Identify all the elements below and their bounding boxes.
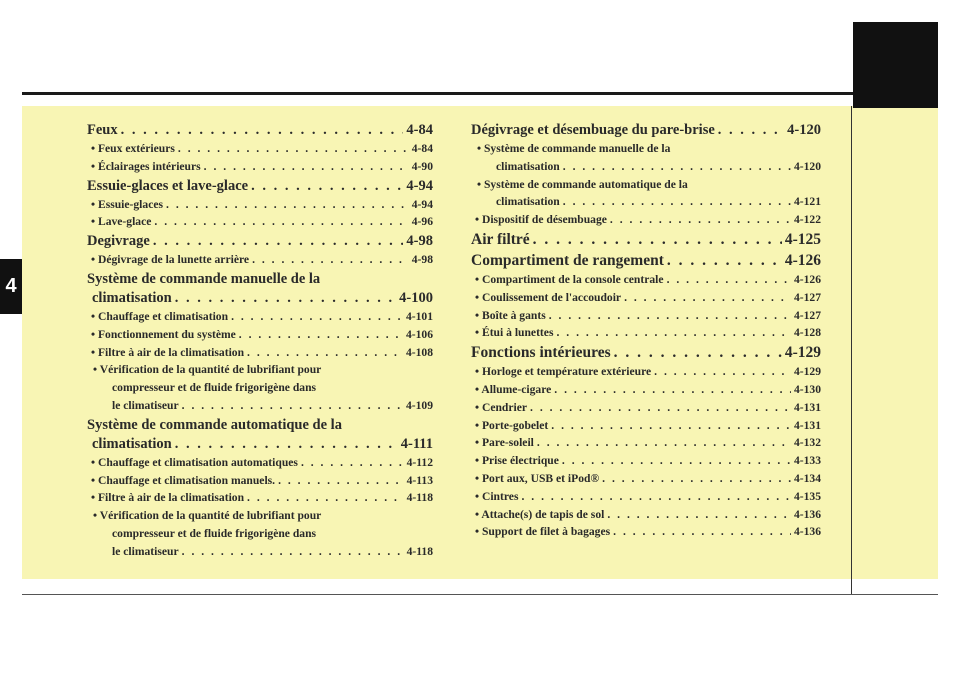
toc-entry[interactable]: [471, 273, 821, 291]
toc-entry[interactable]: [87, 399, 433, 417]
toc-section[interactable]: [87, 178, 433, 198]
toc-entry-label: • Filtre à air de la climatisation: [91, 345, 245, 359]
toc-page-number: 4-132: [793, 436, 821, 450]
toc-page-number: 4-131: [793, 400, 821, 414]
toc-page-number: 4-134: [793, 471, 821, 485]
toc-entry-line: • Système de commande manuelle de la: [477, 142, 671, 155]
toc-entry-label: • Port aux, USB et iPod®: [475, 471, 600, 485]
toc-entry[interactable]: [471, 309, 821, 327]
toc-entry[interactable]: [87, 215, 433, 233]
toc-entry-label: • Filtre à air de la climatisation: [91, 491, 245, 505]
toc-entry-label: • Fonctionnement du système: [91, 327, 236, 341]
toc-page-number: 4-130: [793, 382, 821, 396]
toc-entry-label: • Cintres: [475, 489, 519, 503]
toc-entry-label: • Porte-gobelet: [475, 418, 549, 432]
toc-section-title-line: Système de commande manuelle de la: [87, 270, 321, 287]
toc-entry[interactable]: [87, 491, 433, 509]
toc-entry[interactable]: [87, 310, 433, 328]
toc-section-title-line: Système de commande automatique de la: [87, 416, 342, 433]
toc-page-number: 4-126: [784, 251, 821, 269]
toc-section-title: Dégivrage et désembuage du pare-brise: [471, 122, 715, 138]
toc-page-number: 4-126: [793, 272, 821, 286]
toc-entry-label: • Chauffage et climatisation manuels.: [91, 473, 276, 487]
toc-page-number: 4-111: [400, 435, 433, 452]
toc-entry-label: • Attache(s) de tapis de sol: [475, 507, 605, 521]
chapter-tab: 4: [0, 259, 22, 314]
toc-page-number: 4-98: [406, 233, 433, 250]
toc-page-number: 4-133: [793, 454, 821, 468]
toc-entry-label: • Support de filet à bagages: [475, 525, 611, 539]
toc-entry[interactable]: [471, 490, 821, 508]
toc-page-number: 4-131: [793, 418, 821, 432]
toc-entry[interactable]: [87, 160, 433, 178]
toc-section[interactable]: [471, 122, 821, 142]
toc-section-title: Essuie-glaces et lave-glace: [87, 177, 249, 194]
toc-section-title: Degivrage: [87, 233, 150, 250]
toc-entry-label: • Allume-cigare: [475, 382, 552, 396]
toc-page-number: 4-129: [793, 365, 821, 379]
corner-block: [853, 22, 938, 108]
toc-section[interactable]: [87, 436, 433, 456]
toc-entry-line: • Vérification de la quantité de lubrifiant pour: [93, 363, 322, 377]
toc-page-number: 4-90: [411, 159, 433, 173]
toc-page-number: 4-136: [793, 507, 821, 521]
toc-entry[interactable]: [87, 198, 433, 216]
toc-entry[interactable]: [471, 472, 821, 490]
toc-entry-label: • Boîte à gants: [475, 308, 546, 322]
toc-entry-line: • Système de commande automatique de la: [477, 177, 688, 191]
toc-entry[interactable]: [471, 365, 821, 383]
toc-entry[interactable]: [87, 253, 433, 271]
toc-entry-label: • Coulissement de l'accoudoir: [475, 290, 622, 304]
toc-entry-label: le climatiseur: [112, 544, 179, 558]
toc-entry[interactable]: [87, 474, 433, 492]
toc-entry-line: compresseur et de fluide frigorigène dans: [112, 381, 317, 395]
toc-section[interactable]: [471, 252, 821, 273]
toc-page-number: 4-108: [405, 345, 433, 359]
toc-page-number: 4-84: [411, 142, 433, 155]
top-rule: [22, 92, 938, 95]
toc-entry-label: • Pare-soleil: [475, 436, 534, 450]
bottom-rule: [22, 594, 938, 595]
toc-section[interactable]: [87, 122, 433, 142]
margin-vertical-rule: [851, 106, 852, 594]
toc-entry-label: • Prise électrique: [475, 454, 559, 468]
toc-entry[interactable]: [471, 291, 821, 309]
toc-entry[interactable]: [87, 456, 433, 474]
toc-entry[interactable]: [471, 160, 821, 178]
toc-entry[interactable]: [87, 545, 433, 563]
toc-section[interactable]: [471, 231, 821, 252]
toc-left-column: [87, 122, 433, 563]
toc-entry-label: • Horloge et température extérieure: [475, 365, 652, 379]
toc-section[interactable]: [471, 344, 821, 365]
toc-entry-label: climatisation: [496, 195, 560, 209]
toc-entry-label: • Dégivrage de la lunette arrière: [91, 253, 250, 267]
toc-entry-label: • Essuie-glaces: [91, 197, 164, 211]
toc-page-number: 4-96: [411, 215, 433, 229]
toc-page-number: 4-84: [406, 122, 433, 138]
toc-entry-label: • Lave-glace: [91, 215, 152, 229]
toc-entry[interactable]: [87, 346, 433, 364]
toc-entry-label: • Cendrier: [475, 400, 528, 414]
toc-entry[interactable]: [471, 401, 821, 419]
toc-entry-label: • Compartiment de la console centrale: [475, 272, 664, 286]
toc-entry[interactable]: [471, 419, 821, 437]
toc-section-title: Air filtré: [471, 230, 530, 248]
toc-entry[interactable]: [471, 508, 821, 526]
toc-section[interactable]: [87, 290, 433, 310]
toc-section-title: climatisation: [92, 435, 172, 452]
toc-page-number: 4-94: [406, 177, 433, 194]
toc-section-title: Feux: [87, 122, 118, 138]
toc-page-number: 4-100: [399, 289, 433, 306]
toc-page-number: 4-122: [793, 213, 821, 227]
toc-page-number: 4-118: [406, 544, 433, 558]
toc-entry-label: • Dispositif de désembuage: [475, 213, 607, 227]
toc-section-title: climatisation: [92, 289, 172, 306]
toc-entry[interactable]: [471, 525, 821, 543]
toc-entry-label: • Chauffage et climatisation: [91, 309, 229, 323]
toc-section-title: Compartiment de rangement: [471, 251, 664, 269]
toc-page-number: 4-118: [406, 491, 433, 505]
toc-page-number: 4-98: [411, 253, 433, 267]
toc-entry[interactable]: [87, 142, 433, 160]
toc-page-number: 4-94: [411, 197, 433, 211]
toc-section-title: Fonctions intérieures: [471, 344, 611, 362]
toc-entry-label: • Étui à lunettes: [475, 326, 554, 340]
toc-entry-label: • Éclairages intérieurs: [91, 159, 201, 173]
toc-entry[interactable]: [471, 454, 821, 472]
toc-page-number: 4-106: [405, 327, 433, 341]
toc-page-number: 4-136: [793, 525, 821, 539]
toc-page-number: 4-125: [784, 230, 821, 248]
toc-entry-line: • Vérification de la quantité de lubrifiant pour: [93, 509, 322, 523]
toc-page-number: 4-128: [793, 326, 821, 340]
toc-page-number: 4-121: [793, 195, 821, 209]
toc-page-number: 4-127: [793, 308, 821, 322]
toc-entry[interactable]: [471, 436, 821, 454]
toc-right-column: [471, 122, 821, 543]
toc-page-number: 4-101: [405, 309, 433, 323]
toc-entry[interactable]: [471, 383, 821, 401]
toc-entry-line: compresseur et de fluide frigorigène dans: [112, 526, 317, 540]
toc-entry[interactable]: [87, 328, 433, 346]
toc-page-number: 4-127: [793, 290, 821, 304]
toc-page-number: 4-135: [793, 489, 821, 503]
toc-page-number: 4-129: [784, 344, 821, 362]
toc-entry-label: • Feux extérieurs: [91, 142, 175, 155]
toc-page-number: 4-120: [787, 122, 821, 138]
toc-entry-label: le climatiseur: [112, 398, 179, 412]
toc-page-number: 4-109: [405, 398, 433, 412]
toc-entry[interactable]: [471, 213, 821, 231]
toc-page-number: 4-120: [793, 159, 821, 173]
toc-page-number: 4-113: [406, 473, 433, 487]
toc-entry-label: • Chauffage et climatisation automatiques: [91, 455, 298, 469]
toc-entry[interactable]: [471, 326, 821, 344]
toc-page-number: 4-112: [406, 455, 433, 469]
toc-entry[interactable]: [471, 195, 821, 213]
toc-section[interactable]: [87, 233, 433, 253]
toc-entry-label: climatisation: [496, 159, 560, 173]
